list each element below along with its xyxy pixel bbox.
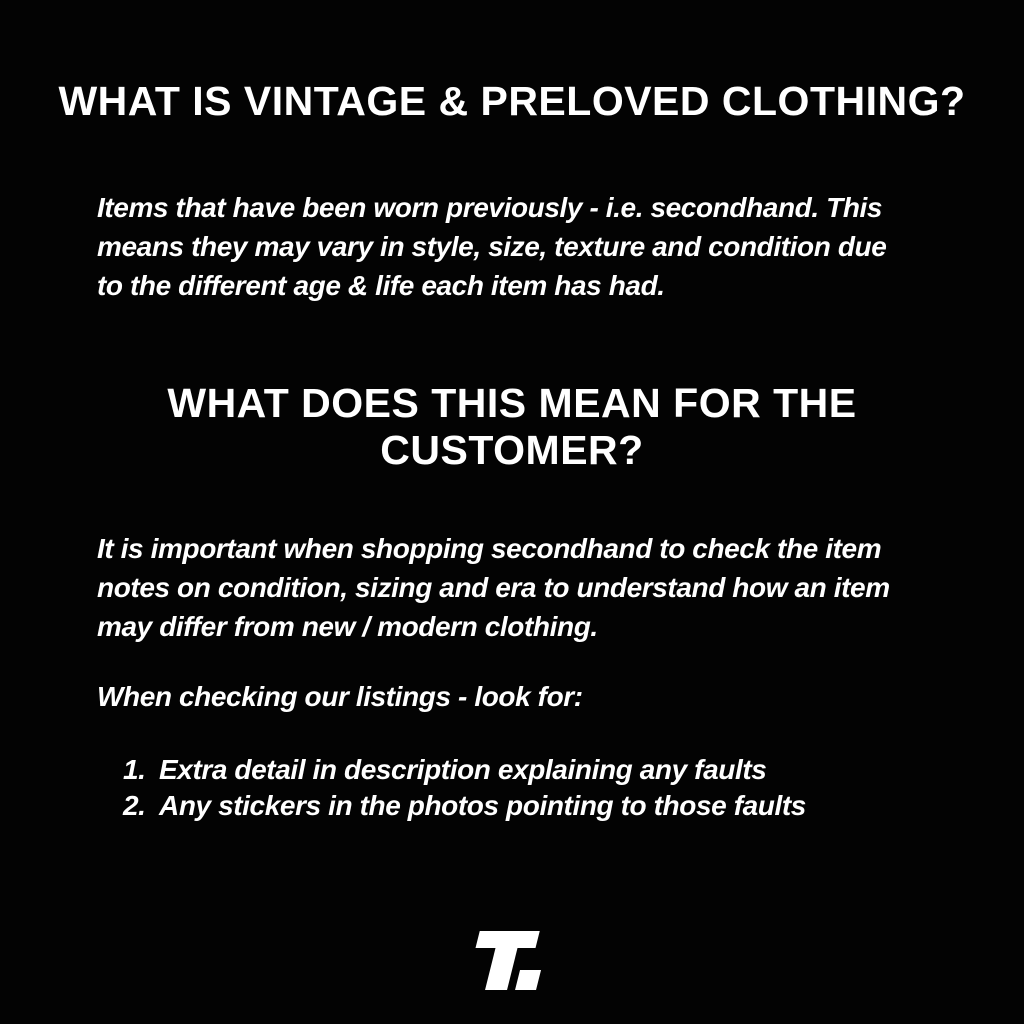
intro-paragraph-line: means they may vary in style, size, texture and condition due (97, 231, 887, 262)
checklist-item (123, 788, 806, 824)
intro-paragraph-line: Items that have been worn previously - i.e. secondhand. This (97, 192, 883, 223)
checklist-item-number: 2. (123, 790, 146, 821)
checklist-item-text: Extra detail in description explaining any faults (159, 754, 767, 785)
customer-section-title-line: CUSTOMER? (380, 427, 644, 473)
customer-section-title-line: WHAT DOES THIS MEAN FOR THE (167, 380, 857, 426)
customer-section-title (0, 380, 1024, 474)
customer-paragraph-line: It is important when shopping secondhand to check the item (97, 533, 882, 564)
intro-paragraph (97, 188, 954, 305)
intro-paragraph-line: to the different age & life each item has had. (97, 270, 665, 301)
checklist-item-number: 1. (123, 754, 146, 785)
listings-intro: When checking our listings - look for: (97, 681, 583, 712)
customer-paragraph (97, 529, 954, 646)
checklist-item-text: Any stickers in the photos pointing to those faults (159, 790, 806, 821)
logo-t-bar (476, 931, 540, 948)
checklist-item (123, 752, 806, 788)
logo-t-stem (485, 948, 517, 990)
logo-dot (515, 970, 541, 990)
customer-paragraph-line: notes on condition, sizing and era to understand how an item (97, 572, 890, 603)
customer-paragraph-line: may differ from new / modern clothing. (97, 611, 598, 642)
brand-logo-t-icon (462, 930, 562, 997)
page-title: WHAT IS VINTAGE & PRELOVED CLOTHING? (58, 78, 966, 124)
checklist (123, 752, 806, 824)
